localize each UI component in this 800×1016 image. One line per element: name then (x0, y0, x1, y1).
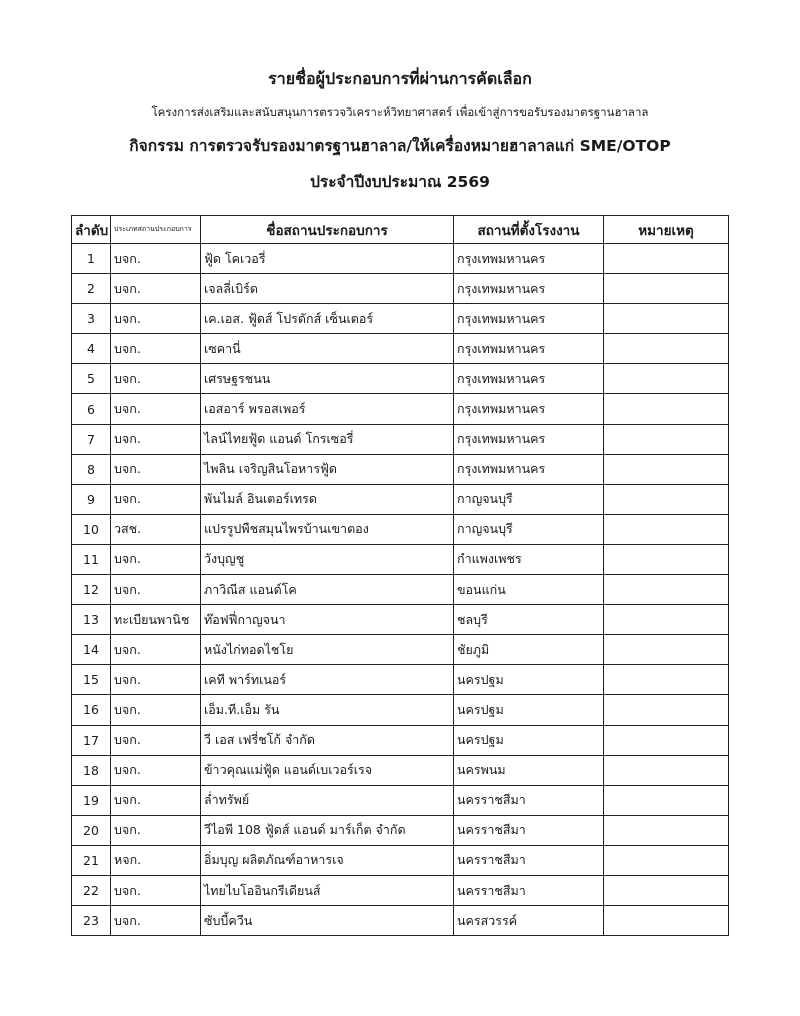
table-row (72, 454, 729, 484)
cell-location: ชลบุรี (454, 605, 604, 635)
cell-remark (604, 544, 729, 574)
cell-no: 20 (72, 815, 111, 845)
cell-no: 18 (72, 755, 111, 785)
cell-remark (604, 605, 729, 635)
cell-location: กรุงเทพมหานคร (454, 334, 604, 364)
cell-remark (604, 334, 729, 364)
cell-location: นครราชสีมา (454, 875, 604, 905)
cell-name: วี เอส เฟรี่ชโก้ จำกัด (201, 725, 454, 755)
cell-type: บจก. (111, 635, 201, 665)
cell-type: หจก. (111, 845, 201, 875)
cell-name: เอ็ม.ที.เอ็ม รัน (201, 695, 454, 725)
cell-no: 3 (72, 304, 111, 334)
cell-no: 7 (72, 424, 111, 454)
cell-location: ชัยภูมิ (454, 635, 604, 665)
cell-type: ทะเบียนพานิช (111, 605, 201, 635)
cell-remark (604, 244, 729, 274)
cell-type: บจก. (111, 454, 201, 484)
cell-no: 11 (72, 544, 111, 574)
table-row (72, 514, 729, 544)
header-name: ชื่อสถานประกอบการ (201, 216, 454, 244)
header-location: สถานที่ตั้งโรงงาน (454, 216, 604, 244)
cell-remark (604, 635, 729, 665)
table-row (72, 244, 729, 274)
cell-type: บจก. (111, 394, 201, 424)
cell-location: นครปฐม (454, 665, 604, 695)
cell-location: ขอนแก่น (454, 575, 604, 605)
cell-remark (604, 725, 729, 755)
cell-remark (604, 845, 729, 875)
cell-location: กรุงเทพมหานคร (454, 304, 604, 334)
cell-remark (604, 274, 729, 304)
cell-type: บจก. (111, 785, 201, 815)
table-row (72, 575, 729, 605)
table-row (72, 755, 729, 785)
table-row (72, 785, 729, 815)
cell-location: กำแพงเพชร (454, 544, 604, 574)
table-row (72, 815, 729, 845)
cell-type: บจก. (111, 755, 201, 785)
cell-location: นครราชสีมา (454, 815, 604, 845)
cell-no: 1 (72, 244, 111, 274)
cell-type: บจก. (111, 424, 201, 454)
cell-name: ไทยไบโออินกรีเดียนส์ (201, 875, 454, 905)
cell-name: เศรษฐรชนน (201, 364, 454, 394)
activity-name: กิจกรรม การตรวจรับรองมาตรฐานฮาลาล/ให้เครื่องหมายฮาลาลแก่ SME/OTOP (129, 137, 671, 155)
cell-type: บจก. (111, 725, 201, 755)
cell-type: บจก. (111, 695, 201, 725)
cell-remark (604, 394, 729, 424)
cell-name: ล่ำทรัพย์ (201, 785, 454, 815)
cell-no: 21 (72, 845, 111, 875)
cell-location: กรุงเทพมหานคร (454, 424, 604, 454)
cell-location: กรุงเทพมหานคร (454, 244, 604, 274)
cell-name: ท๊อฟฟี่กาญจนา (201, 605, 454, 635)
cell-name: วีไอพี 108 ฟู้ดส์ แอนด์ มาร์เก็ต จำกัด (201, 815, 454, 845)
cell-name: หนังไก่ทอดไชโย (201, 635, 454, 665)
cell-name: พันไมล์ อินเตอร์เทรด (201, 484, 454, 514)
cell-type: บจก. (111, 244, 201, 274)
cell-location: กรุงเทพมหานคร (454, 394, 604, 424)
cell-remark (604, 514, 729, 544)
cell-type: วสช. (111, 514, 201, 544)
cell-no: 19 (72, 785, 111, 815)
cell-remark (604, 575, 729, 605)
table-row (72, 304, 729, 334)
cell-name: ไลน์ไทยฟู้ด แอนด์ โกรเซอรี่ (201, 424, 454, 454)
cell-remark (604, 424, 729, 454)
table-row (72, 605, 729, 635)
cell-no: 5 (72, 364, 111, 394)
cell-location: กรุงเทพมหานคร (454, 454, 604, 484)
table-row (72, 635, 729, 665)
cell-type: บจก. (111, 364, 201, 394)
table-row (72, 424, 729, 454)
table-row (72, 484, 729, 514)
cell-no: 22 (72, 875, 111, 905)
cell-remark (604, 484, 729, 514)
cell-remark (604, 665, 729, 695)
table-row (72, 845, 729, 875)
cell-name: เอสอาร์ พรอสเพอร์ (201, 394, 454, 424)
cell-no: 23 (72, 906, 111, 936)
cell-no: 17 (72, 725, 111, 755)
cell-type: บจก. (111, 274, 201, 304)
table-row (72, 544, 729, 574)
fiscal-year: ประจำปีงบประมาณ 2569 (310, 173, 490, 191)
cell-remark (604, 875, 729, 905)
cell-name: ข้าวคุณแม่ฟู้ด แอนด์เบเวอร์เรจ (201, 755, 454, 785)
cell-no: 12 (72, 575, 111, 605)
cell-type: บจก. (111, 575, 201, 605)
cell-name: แปรรูปพืชสมุนไพรบ้านเขาตอง (201, 514, 454, 544)
cell-remark (604, 304, 729, 334)
cell-name: ฟู้ด โคเวอรี่ (201, 244, 454, 274)
cell-name: อิ่มบุญ ผลิตภัณฑ์อาหารเจ (201, 845, 454, 875)
cell-remark (604, 906, 729, 936)
cell-location: กรุงเทพมหานคร (454, 274, 604, 304)
table-row (72, 665, 729, 695)
cell-type: บจก. (111, 304, 201, 334)
cell-name: ภาวิณีส แอนด์โค (201, 575, 454, 605)
cell-no: 16 (72, 695, 111, 725)
cell-no: 9 (72, 484, 111, 514)
cell-name: เจลลี่เบิร์ด (201, 274, 454, 304)
cell-no: 4 (72, 334, 111, 364)
header-remark: หมายเหตุ (604, 216, 729, 244)
cell-location: นครสวรรค์ (454, 906, 604, 936)
cell-type: บจก. (111, 665, 201, 695)
header-no: ลำดับ (72, 216, 111, 244)
cell-no: 6 (72, 394, 111, 424)
cell-name: เซคานี่ (201, 334, 454, 364)
cell-type: บจก. (111, 906, 201, 936)
cell-no: 2 (72, 274, 111, 304)
cell-location: นครปฐม (454, 695, 604, 725)
document-title: รายชื่อผู้ประกอบการที่ผ่านการคัดเลือก (268, 69, 532, 88)
project-name: โครงการส่งเสริมและสนับสนุนการตรวจวิเคราะห์วิทยาศาสตร์ เพื่อเข้าสู่การขอรับรองมาตรฐานฮาลาล (151, 105, 649, 119)
cell-name: ซับบี้ควีน (201, 906, 454, 936)
cell-name: เคที พาร์ทเนอร์ (201, 665, 454, 695)
header-type: ประเภทสถานประกอบการ (111, 216, 201, 244)
cell-location: กรุงเทพมหานคร (454, 364, 604, 394)
cell-location: นครปฐม (454, 725, 604, 755)
table-row (72, 875, 729, 905)
cell-type: บจก. (111, 334, 201, 364)
cell-remark (604, 695, 729, 725)
cell-name: เค.เอส. ฟู้ดส์ โปรดักส์ เซ็นเตอร์ (201, 304, 454, 334)
cell-remark (604, 454, 729, 484)
table-row (72, 394, 729, 424)
cell-type: บจก. (111, 544, 201, 574)
cell-remark (604, 785, 729, 815)
table-row (72, 334, 729, 364)
table-row (72, 906, 729, 936)
cell-remark (604, 364, 729, 394)
cell-name: ไพลิน เจริญสินโอหารฟู้ด (201, 454, 454, 484)
cell-type: บจก. (111, 875, 201, 905)
table-header-row (72, 216, 729, 244)
cell-no: 15 (72, 665, 111, 695)
cell-no: 8 (72, 454, 111, 484)
cell-remark (604, 815, 729, 845)
cell-type: บจก. (111, 815, 201, 845)
table-row (72, 274, 729, 304)
table-body (72, 244, 729, 936)
table-row (72, 695, 729, 725)
cell-location: กาญจนบุรี (454, 484, 604, 514)
table-row (72, 725, 729, 755)
cell-no: 14 (72, 635, 111, 665)
cell-no: 13 (72, 605, 111, 635)
cell-location: นครราชสีมา (454, 785, 604, 815)
cell-no: 10 (72, 514, 111, 544)
cell-name: วังบุญชู (201, 544, 454, 574)
cell-type: บจก. (111, 484, 201, 514)
cell-location: นครราชสีมา (454, 845, 604, 875)
cell-location: นครพนม (454, 755, 604, 785)
cell-location: กาญจนบุรี (454, 514, 604, 544)
selected-operators-table (71, 215, 729, 936)
table-row (72, 364, 729, 394)
cell-remark (604, 755, 729, 785)
